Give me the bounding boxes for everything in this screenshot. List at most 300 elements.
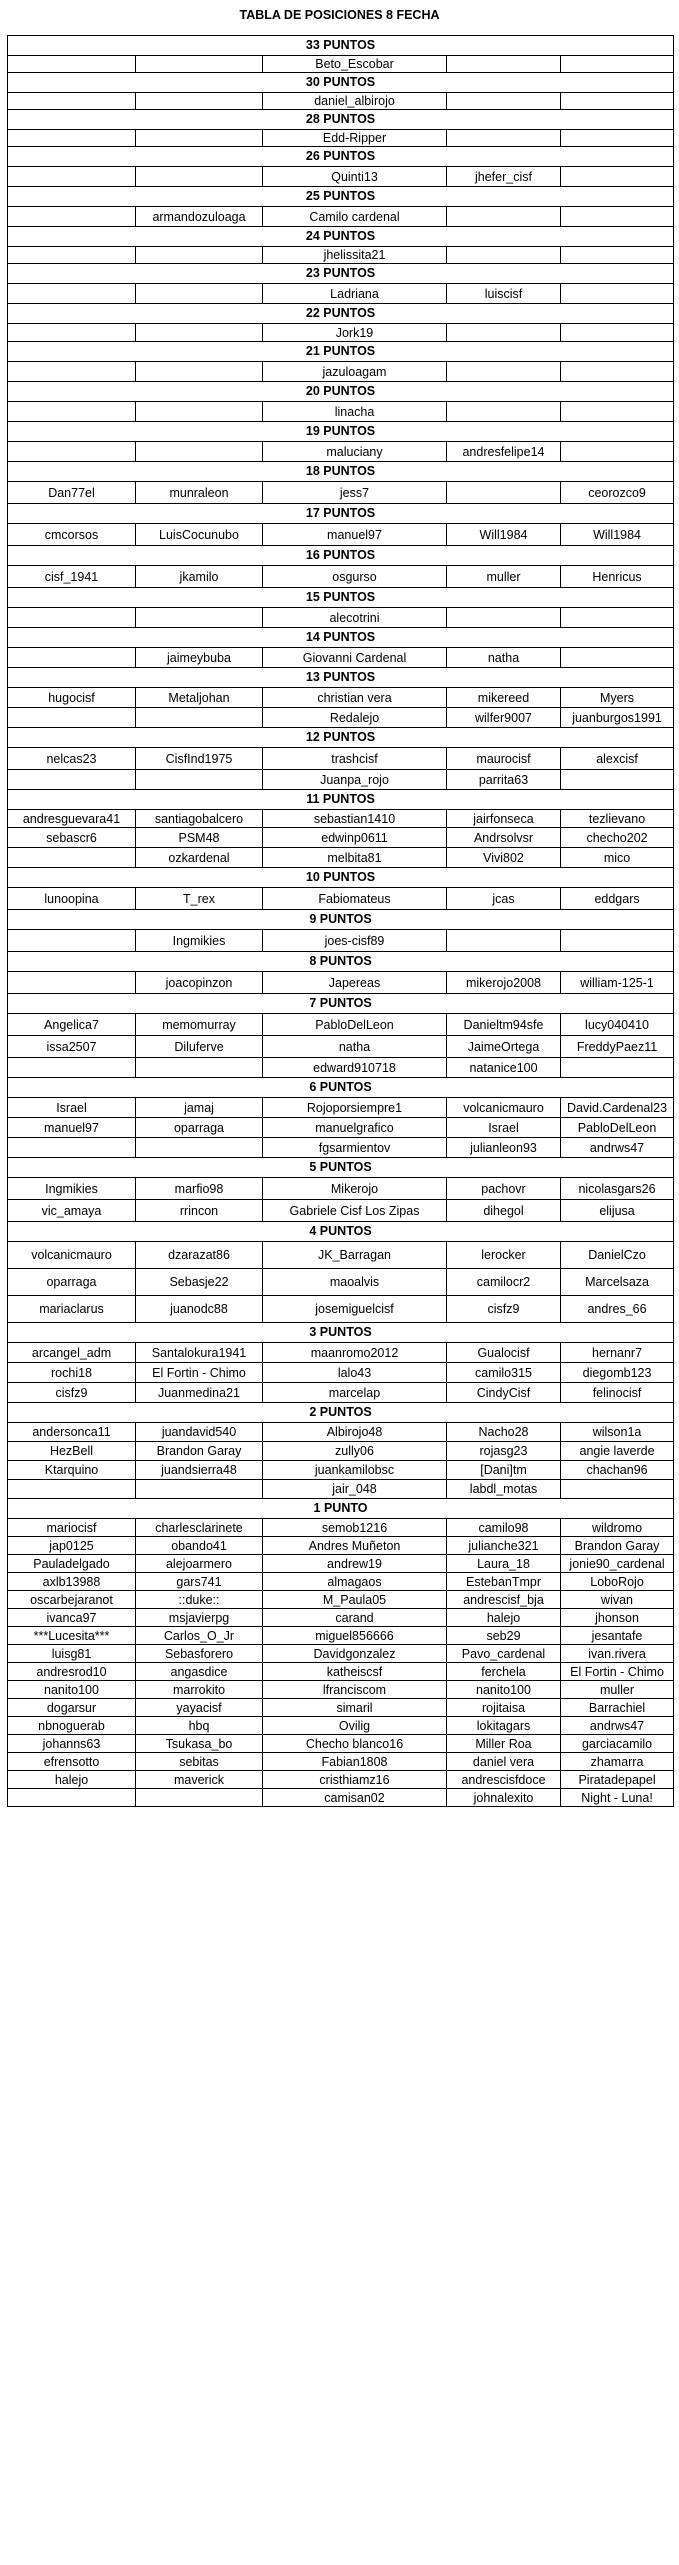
- player-cell: marfio98: [136, 1178, 263, 1200]
- player-cell: Israel: [8, 1098, 136, 1118]
- group-header-row: [8, 1499, 674, 1519]
- player-cell: jair_048: [263, 1480, 447, 1499]
- player-cell: zhamarra: [561, 1753, 674, 1771]
- player-cell: ivan.rivera: [561, 1645, 674, 1663]
- player-cell: Mikerojo: [263, 1178, 447, 1200]
- player-cell: daniel_albirojo: [263, 93, 447, 110]
- group-header: 3 PUNTOS: [8, 1323, 674, 1343]
- player-cell: Giovanni Cardenal: [263, 648, 447, 668]
- player-cell: cisf_1941: [8, 566, 136, 588]
- player-cell: msjavierpg: [136, 1609, 263, 1627]
- player-cell: memomurray: [136, 1014, 263, 1036]
- player-cell: oparraga: [136, 1118, 263, 1138]
- player-cell: [8, 207, 136, 227]
- player-cell: mikereed: [447, 688, 561, 708]
- group-header-row: [8, 147, 674, 167]
- player-cell: Rojoporsiempre1: [263, 1098, 447, 1118]
- player-cell: lfranciscom: [263, 1681, 447, 1699]
- player-cell: andrws47: [561, 1717, 674, 1735]
- group-header: 28 PUNTOS: [8, 110, 674, 130]
- player-cell: sebastian1410: [263, 810, 447, 828]
- player-cell: checho202: [561, 828, 674, 848]
- player-cell: juandavid540: [136, 1423, 263, 1442]
- player-cell: [447, 324, 561, 342]
- group-header: 4 PUNTOS: [8, 1222, 674, 1242]
- table-row: [8, 1663, 674, 1681]
- player-cell: Gualocisf: [447, 1343, 561, 1363]
- table-row: [8, 888, 674, 910]
- player-cell: cmcorsos: [8, 524, 136, 546]
- player-cell: angie laverde: [561, 1442, 674, 1461]
- table-row: [8, 1014, 674, 1036]
- player-cell: [561, 247, 674, 264]
- player-cell: Vivi802: [447, 848, 561, 868]
- player-cell: jesantafe: [561, 1627, 674, 1645]
- table-row: [8, 566, 674, 588]
- player-cell: johanns63: [8, 1735, 136, 1753]
- player-cell: [136, 284, 263, 304]
- group-header-row: [8, 1078, 674, 1098]
- player-cell: rojasg23: [447, 1442, 561, 1461]
- player-cell: Beto_Escobar: [263, 56, 447, 73]
- player-cell: hernanr7: [561, 1343, 674, 1363]
- group-header: 9 PUNTOS: [8, 910, 674, 930]
- player-cell: lerocker: [447, 1242, 561, 1269]
- player-cell: DanielCzo: [561, 1242, 674, 1269]
- player-cell: [136, 167, 263, 187]
- player-cell: ozkardenal: [136, 848, 263, 868]
- player-cell: Henricus: [561, 566, 674, 588]
- player-cell: Jork19: [263, 324, 447, 342]
- player-cell: Edd-Ripper: [263, 130, 447, 147]
- player-cell: Sebasforero: [136, 1645, 263, 1663]
- player-cell: alejoarmero: [136, 1555, 263, 1573]
- player-cell: mariaclarus: [8, 1296, 136, 1323]
- table-row: [8, 1573, 674, 1591]
- player-cell: jhefer_cisf: [447, 167, 561, 187]
- player-cell: Quinti13: [263, 167, 447, 187]
- player-cell: felinocisf: [561, 1383, 674, 1403]
- player-cell: [136, 770, 263, 790]
- table-row: [8, 442, 674, 462]
- player-cell: andrescisfdoce: [447, 1771, 561, 1789]
- player-cell: [8, 708, 136, 728]
- group-header-row: [8, 994, 674, 1014]
- player-cell: Andrsolvsr: [447, 828, 561, 848]
- player-cell: luiscisf: [447, 284, 561, 304]
- player-cell: [447, 93, 561, 110]
- player-cell: andrescisf_bja: [447, 1591, 561, 1609]
- table-row: [8, 1269, 674, 1296]
- player-cell: PabloDelLeon: [263, 1014, 447, 1036]
- player-cell: [8, 972, 136, 994]
- player-cell: Japereas: [263, 972, 447, 994]
- player-cell: [136, 708, 263, 728]
- player-cell: [561, 648, 674, 668]
- group-header-row: [8, 868, 674, 888]
- table-row: [8, 708, 674, 728]
- player-cell: Gabriele Cisf Los Zipas: [263, 1200, 447, 1222]
- player-cell: nicolasgars26: [561, 1178, 674, 1200]
- player-cell: [561, 770, 674, 790]
- player-cell: [561, 608, 674, 628]
- table-row: [8, 1537, 674, 1555]
- player-cell: [447, 482, 561, 504]
- player-cell: issa2507: [8, 1036, 136, 1058]
- group-header: 7 PUNTOS: [8, 994, 674, 1014]
- player-cell: [8, 247, 136, 264]
- group-header-row: [8, 668, 674, 688]
- player-cell: nelcas23: [8, 748, 136, 770]
- player-cell: Carlos_O_Jr: [136, 1627, 263, 1645]
- group-header-row: [8, 910, 674, 930]
- player-cell: [8, 284, 136, 304]
- table-row: [8, 1591, 674, 1609]
- group-header: 16 PUNTOS: [8, 546, 674, 566]
- player-cell: tezlievano: [561, 810, 674, 828]
- player-cell: chachan96: [561, 1461, 674, 1480]
- group-header-row: [8, 1403, 674, 1423]
- player-cell: cisfz9: [447, 1296, 561, 1323]
- player-cell: elijusa: [561, 1200, 674, 1222]
- player-cell: [447, 608, 561, 628]
- table-row: [8, 524, 674, 546]
- player-cell: Diluferve: [136, 1036, 263, 1058]
- player-cell: [447, 247, 561, 264]
- player-cell: dihegol: [447, 1200, 561, 1222]
- player-cell: linacha: [263, 402, 447, 422]
- player-cell: carand: [263, 1609, 447, 1627]
- table-row: [8, 810, 674, 828]
- group-header: 18 PUNTOS: [8, 462, 674, 482]
- player-cell: jazuloagam: [263, 362, 447, 382]
- table-row: [8, 1699, 674, 1717]
- player-cell: trashcisf: [263, 748, 447, 770]
- table-row: [8, 1296, 674, 1323]
- table-row: [8, 402, 674, 422]
- table-row: [8, 130, 674, 147]
- group-header: 15 PUNTOS: [8, 588, 674, 608]
- group-header: 17 PUNTOS: [8, 504, 674, 524]
- player-cell: manuelgrafico: [263, 1118, 447, 1138]
- player-cell: jaimeybuba: [136, 648, 263, 668]
- table-row: [8, 1735, 674, 1753]
- player-cell: [8, 324, 136, 342]
- player-cell: julianche321: [447, 1537, 561, 1555]
- table-row: [8, 1627, 674, 1645]
- player-cell: jess7: [263, 482, 447, 504]
- player-cell: andresfelipe14: [447, 442, 561, 462]
- player-cell: muller: [447, 566, 561, 588]
- player-cell: [136, 56, 263, 73]
- group-header-row: [8, 952, 674, 972]
- table-row: [8, 1200, 674, 1222]
- group-header: 21 PUNTOS: [8, 342, 674, 362]
- player-cell: wildromo: [561, 1519, 674, 1537]
- player-cell: Dan77el: [8, 482, 136, 504]
- table-row: [8, 1717, 674, 1735]
- player-cell: juanburgos1991: [561, 708, 674, 728]
- player-cell: jkamilo: [136, 566, 263, 588]
- player-cell: charlesclarinete: [136, 1519, 263, 1537]
- player-cell: Juanpa_rojo: [263, 770, 447, 790]
- group-header: 5 PUNTOS: [8, 1158, 674, 1178]
- group-header-row: [8, 504, 674, 524]
- table-row: [8, 1555, 674, 1573]
- player-cell: Piratadepapel: [561, 1771, 674, 1789]
- player-cell: alecotrini: [263, 608, 447, 628]
- player-cell: angasdice: [136, 1663, 263, 1681]
- player-cell: Angelica7: [8, 1014, 136, 1036]
- player-cell: Ovilig: [263, 1717, 447, 1735]
- player-cell: [136, 1058, 263, 1078]
- table-row: [8, 1058, 674, 1078]
- table-row: [8, 1363, 674, 1383]
- player-cell: arcangel_adm: [8, 1343, 136, 1363]
- player-cell: Barrachiel: [561, 1699, 674, 1717]
- group-header: 13 PUNTOS: [8, 668, 674, 688]
- player-cell: Davidgonzalez: [263, 1645, 447, 1663]
- player-cell: [136, 1480, 263, 1499]
- player-cell: nanito100: [447, 1681, 561, 1699]
- player-cell: natanice100: [447, 1058, 561, 1078]
- group-header: 10 PUNTOS: [8, 868, 674, 888]
- player-cell: Metaljohan: [136, 688, 263, 708]
- group-header-row: [8, 1222, 674, 1242]
- table-row: [8, 284, 674, 304]
- player-cell: maanromo2012: [263, 1343, 447, 1363]
- table-row: [8, 1480, 674, 1499]
- table-row: [8, 1118, 674, 1138]
- player-cell: EstebanTmpr: [447, 1573, 561, 1591]
- player-cell: lalo43: [263, 1363, 447, 1383]
- group-header-row: [8, 36, 674, 56]
- player-cell: [8, 1480, 136, 1499]
- player-cell: Brandon Garay: [561, 1537, 674, 1555]
- player-cell: [561, 130, 674, 147]
- player-cell: cisfz9: [8, 1383, 136, 1403]
- player-cell: LuisCocunubo: [136, 524, 263, 546]
- player-cell: [447, 207, 561, 227]
- player-cell: [561, 167, 674, 187]
- player-cell: ivanca97: [8, 1609, 136, 1627]
- player-cell: andresguevara41: [8, 810, 136, 828]
- group-header: 8 PUNTOS: [8, 952, 674, 972]
- group-header-row: [8, 382, 674, 402]
- player-cell: andersonca11: [8, 1423, 136, 1442]
- player-cell: ***Lucesita***: [8, 1627, 136, 1645]
- player-cell: oparraga: [8, 1269, 136, 1296]
- group-header: 33 PUNTOS: [8, 36, 674, 56]
- player-cell: luisg81: [8, 1645, 136, 1663]
- player-cell: Israel: [447, 1118, 561, 1138]
- player-cell: [136, 324, 263, 342]
- player-cell: joacopinzon: [136, 972, 263, 994]
- player-cell: hbq: [136, 1717, 263, 1735]
- table-row: [8, 1645, 674, 1663]
- player-cell: semob1216: [263, 1519, 447, 1537]
- table-row: [8, 1343, 674, 1363]
- player-cell: [447, 56, 561, 73]
- player-cell: diegomb123: [561, 1363, 674, 1383]
- player-cell: josemiguelcisf: [263, 1296, 447, 1323]
- player-cell: [8, 402, 136, 422]
- player-cell: mariocisf: [8, 1519, 136, 1537]
- player-cell: zully06: [263, 1442, 447, 1461]
- player-cell: alexcisf: [561, 748, 674, 770]
- player-cell: [8, 648, 136, 668]
- group-header: 6 PUNTOS: [8, 1078, 674, 1098]
- player-cell: [561, 56, 674, 73]
- player-cell: edward910718: [263, 1058, 447, 1078]
- player-cell: [8, 442, 136, 462]
- table-row: [8, 688, 674, 708]
- player-cell: volcanicmauro: [8, 1242, 136, 1269]
- player-cell: marcelap: [263, 1383, 447, 1403]
- table-row: [8, 1681, 674, 1699]
- player-cell: rojitaisa: [447, 1699, 561, 1717]
- player-cell: manuel97: [263, 524, 447, 546]
- player-cell: andrws47: [561, 1138, 674, 1158]
- group-header: 11 PUNTOS: [8, 790, 674, 810]
- player-cell: [561, 442, 674, 462]
- player-cell: [8, 56, 136, 73]
- player-cell: maurocisf: [447, 748, 561, 770]
- player-cell: munraleon: [136, 482, 263, 504]
- group-header: 26 PUNTOS: [8, 147, 674, 167]
- player-cell: sebascr6: [8, 828, 136, 848]
- table-row: [8, 1098, 674, 1118]
- player-cell: camilo315: [447, 1363, 561, 1383]
- player-cell: jonie90_cardenal: [561, 1555, 674, 1573]
- table-row: [8, 1753, 674, 1771]
- player-cell: [8, 1789, 136, 1807]
- player-cell: [136, 402, 263, 422]
- player-cell: [136, 130, 263, 147]
- player-cell: Ktarquino: [8, 1461, 136, 1480]
- table-row: [8, 608, 674, 628]
- player-cell: [Dani]tm: [447, 1461, 561, 1480]
- player-cell: daniel vera: [447, 1753, 561, 1771]
- table-row: [8, 1138, 674, 1158]
- player-cell: [8, 1058, 136, 1078]
- player-cell: manuel97: [8, 1118, 136, 1138]
- player-cell: wilson1a: [561, 1423, 674, 1442]
- table-row: [8, 648, 674, 668]
- player-cell: natha: [263, 1036, 447, 1058]
- player-cell: marrokito: [136, 1681, 263, 1699]
- player-cell: camisan02: [263, 1789, 447, 1807]
- group-header-row: [8, 462, 674, 482]
- player-cell: juankamilobsc: [263, 1461, 447, 1480]
- player-cell: almagaos: [263, 1573, 447, 1591]
- table-row: [8, 362, 674, 382]
- player-cell: pachovr: [447, 1178, 561, 1200]
- player-cell: [561, 402, 674, 422]
- player-cell: [8, 93, 136, 110]
- player-cell: Night - Luna!: [561, 1789, 674, 1807]
- player-cell: [136, 1138, 263, 1158]
- player-cell: armandozuloaga: [136, 207, 263, 227]
- player-cell: Albirojo48: [263, 1423, 447, 1442]
- player-cell: juanodc88: [136, 1296, 263, 1323]
- player-cell: [136, 93, 263, 110]
- player-cell: Juanmedina21: [136, 1383, 263, 1403]
- player-cell: melbita81: [263, 848, 447, 868]
- group-header: 19 PUNTOS: [8, 422, 674, 442]
- player-cell: Nacho28: [447, 1423, 561, 1442]
- player-cell: ferchela: [447, 1663, 561, 1681]
- player-cell: [447, 362, 561, 382]
- player-cell: halejo: [8, 1771, 136, 1789]
- player-cell: [561, 93, 674, 110]
- player-cell: natha: [447, 648, 561, 668]
- player-cell: PabloDelLeon: [561, 1118, 674, 1138]
- player-cell: joes-cisf89: [263, 930, 447, 952]
- group-header: 25 PUNTOS: [8, 187, 674, 207]
- player-cell: eddgars: [561, 888, 674, 910]
- player-cell: william-125-1: [561, 972, 674, 994]
- standings-table: [7, 35, 674, 1807]
- player-cell: nbnoguerab: [8, 1717, 136, 1735]
- player-cell: mico: [561, 848, 674, 868]
- player-cell: santiagobalcero: [136, 810, 263, 828]
- player-cell: [561, 284, 674, 304]
- group-header-row: [8, 187, 674, 207]
- player-cell: jhelissita21: [263, 247, 447, 264]
- table-row: [8, 207, 674, 227]
- table-row: [8, 1423, 674, 1442]
- group-header-row: [8, 422, 674, 442]
- player-cell: muller: [561, 1681, 674, 1699]
- player-cell: wilfer9007: [447, 708, 561, 728]
- player-cell: sebitas: [136, 1753, 263, 1771]
- table-row: [8, 1461, 674, 1480]
- player-cell: fgsarmientov: [263, 1138, 447, 1158]
- player-cell: Ingmikies: [136, 930, 263, 952]
- player-cell: El Fortin - Chimo: [561, 1663, 674, 1681]
- player-cell: [136, 442, 263, 462]
- player-cell: yayacisf: [136, 1699, 263, 1717]
- player-cell: JaimeOrtega: [447, 1036, 561, 1058]
- player-cell: [8, 130, 136, 147]
- player-cell: gars741: [136, 1573, 263, 1591]
- player-cell: nanito100: [8, 1681, 136, 1699]
- player-cell: Fabian1808: [263, 1753, 447, 1771]
- player-cell: [8, 362, 136, 382]
- player-cell: [561, 324, 674, 342]
- player-cell: Miller Roa: [447, 1735, 561, 1753]
- group-header: 20 PUNTOS: [8, 382, 674, 402]
- table-row: [8, 56, 674, 73]
- player-cell: ceorozco9: [561, 482, 674, 504]
- player-cell: maverick: [136, 1771, 263, 1789]
- group-header-row: [8, 790, 674, 810]
- player-cell: Fabiomateus: [263, 888, 447, 910]
- player-cell: El Fortin - Chimo: [136, 1363, 263, 1383]
- table-row: [8, 748, 674, 770]
- player-cell: CindyCisf: [447, 1383, 561, 1403]
- table-row: [8, 1242, 674, 1269]
- player-cell: [561, 1058, 674, 1078]
- player-cell: David.Cardenal23: [561, 1098, 674, 1118]
- player-cell: [8, 848, 136, 868]
- player-cell: maluciany: [263, 442, 447, 462]
- player-cell: rochi18: [8, 1363, 136, 1383]
- player-cell: volcanicmauro: [447, 1098, 561, 1118]
- player-cell: juandsierra48: [136, 1461, 263, 1480]
- table-row: [8, 972, 674, 994]
